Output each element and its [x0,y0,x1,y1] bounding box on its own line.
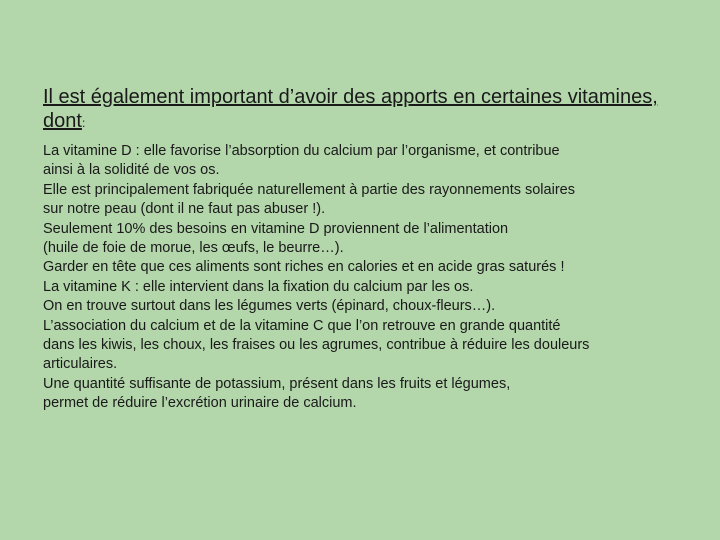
body-line: sur notre peau (dont il ne faut pas abuser !). [43,201,326,218]
body-line: ainsi à la solidité de vos os. [43,162,220,179]
body-line: L’association du calcium et de la vitamine C que l’on retrouve en grande quantité [43,317,561,334]
body-line: Seulement 10% des besoins en vitamine D proviennent de l’alimentation [43,220,509,237]
heading-text: Il est également important d’avoir des apports en certaines vitamines, dont [43,86,658,132]
body-line: On en trouve surtout dans les légumes verts (épinard, choux-fleurs…). [43,298,496,315]
body-line: (huile de foie de morue, les œufs, le beurre…). [43,240,344,257]
body-line: La vitamine K : elle intervient dans la fixation du calcium par les os. [43,278,474,295]
body-line: Une quantité suffisante de potassium, présent dans les fruits et légumes, [43,375,511,392]
slide-heading [43,85,663,135]
body-line: articulaires. [43,356,118,373]
body-line: dans les kiwis, les choux, les fraises ou les agrumes, contribue à réduire les douleurs [43,337,590,354]
heading-colon: : [81,116,86,130]
body-line: Elle est principalement fabriquée naturellement à partie des rayonnements solaires [43,181,575,198]
slide-body [43,142,683,414]
body-line: La vitamine D : elle favorise l’absorption du calcium par l’organisme, et contribue [43,143,560,159]
body-line: Garder en tête que ces aliments sont riches en calories et en acide gras saturés ! [43,259,565,276]
body-line: permet de réduire l’excrétion urinaire de calcium. [43,395,357,412]
